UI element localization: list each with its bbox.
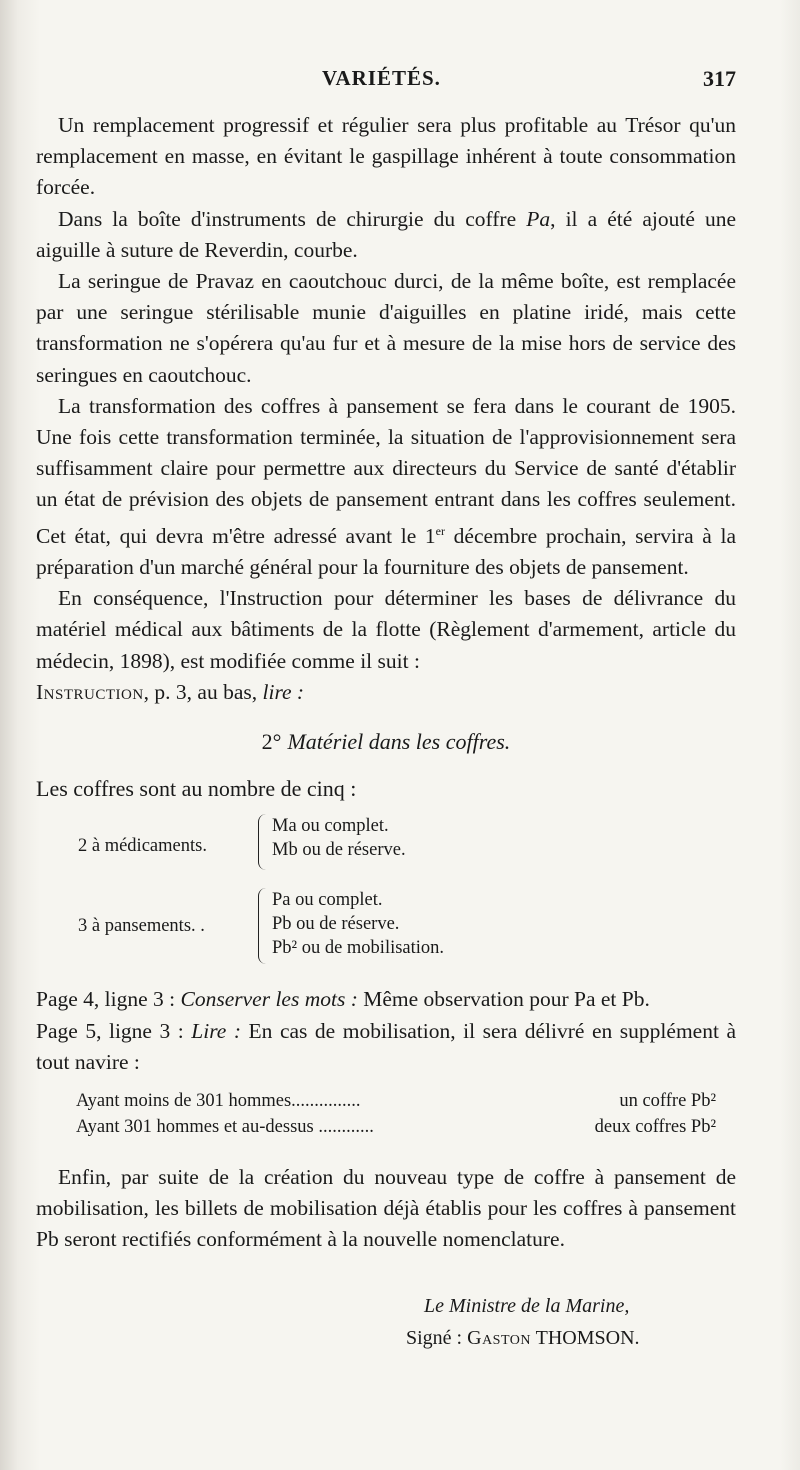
paragraph-3: La seringue de Pravaz en caoutchouc durci, de la même boîte, est remplacée par une seringue stérilisable munie d'aiguilles en platine iridé, mais cette transformation ne s'opérera qu'au fur et à mesure de la mise hors de service des seringues en caoutchouc.	[36, 269, 736, 387]
navire-condition: Ayant moins de 301 hommes...............	[76, 1091, 361, 1112]
coffre-item: Ma ou complet.	[272, 816, 389, 837]
instruction-line: Instruction, p. 3, au bas, lire :	[36, 679, 305, 704]
brace-icon	[258, 814, 271, 870]
page-number: 317	[703, 66, 736, 91]
coffre-item: Pb ou de réserve.	[272, 914, 400, 935]
navire-condition: Ayant 301 hommes et au-dessus ............	[76, 1117, 374, 1138]
running-title: VARIÉTÉS.	[322, 66, 441, 90]
navire-allocation: deux coffres Pb²	[594, 1117, 716, 1138]
brace-icon	[258, 888, 271, 964]
paragraph-2: Dans la boîte d'instruments de chirurgie du coffre Pa, il a été ajouté une aiguille à suture de Reverdin, courbe.	[36, 206, 737, 262]
section-title: 2° Matériel dans les coffres.	[261, 729, 511, 755]
paragraph-5: En conséquence, l'Instruction pour déterminer les bases de délivrance du matériel médical aux bâtiments de la flotte (Règlement d'armement, article du médecin, 1898), est modifiée comme il suit :	[36, 586, 736, 673]
coffre-item: Pb² ou de mobilisation.	[272, 938, 445, 959]
navire-table	[76, 1088, 716, 1140]
paragraph-4: La transformation des coffres à pansement se fera dans le courant de 1905. Une fois cette transformation terminée, la situation de l'approvisionnement sera suffisamment claire pour permettre aux directeurs du Service de santé d'établir un état de prévision des objets de pansement entrant dans les coffres seulement. Cet état, qui devra m'être adressé avant le 1er décembre prochain, servira à la préparation d'un marché général pour la fourniture des objets de pansement.	[36, 393, 736, 579]
paragraph-1: Un remplacement progressif et régulier sera plus profitable au Trésor qu'un remplacement en masse, en évitant le gaspillage inhérent à toute consommation forcée.	[36, 113, 736, 200]
signature-name: Signé : Gaston THOMSON.	[406, 1327, 640, 1349]
pansements-group	[36, 888, 736, 974]
page-4-line: Page 4, ligne 3 : Conserver les mots : Même observation pour Pa et Pb.	[36, 987, 650, 1012]
signature-block	[406, 1290, 706, 1354]
pansements-label: 3 à pansements. .	[78, 916, 205, 937]
navire-row	[76, 1088, 716, 1114]
medicaments-label: 2 à médicaments.	[78, 836, 207, 857]
page-5-line: Page 5, ligne 3 : Lire : En cas de mobilisation, il sera délivré en supplément à tout navire :	[36, 1018, 737, 1074]
signature-title: Le Ministre de la Marine,	[424, 1295, 630, 1317]
page-header	[60, 62, 736, 102]
navire-allocation: un coffre Pb²	[619, 1091, 716, 1112]
coffre-item: Pa ou complet.	[272, 890, 383, 911]
navire-row	[76, 1114, 716, 1140]
final-paragraph: Enfin, par suite de la création du nouveau type de coffre à pansement de mobilisation, les billets de mobilisation déjà établis pour les coffres à pansement Pb seront rectifiés conformément à la nouvelle nomenclature.	[36, 1165, 736, 1252]
medicaments-group	[36, 814, 736, 882]
coffre-item: Mb ou de réserve.	[272, 840, 406, 861]
coffres-lead: Les coffres sont au nombre de cinq :	[36, 776, 357, 802]
body-text	[36, 110, 736, 1256]
